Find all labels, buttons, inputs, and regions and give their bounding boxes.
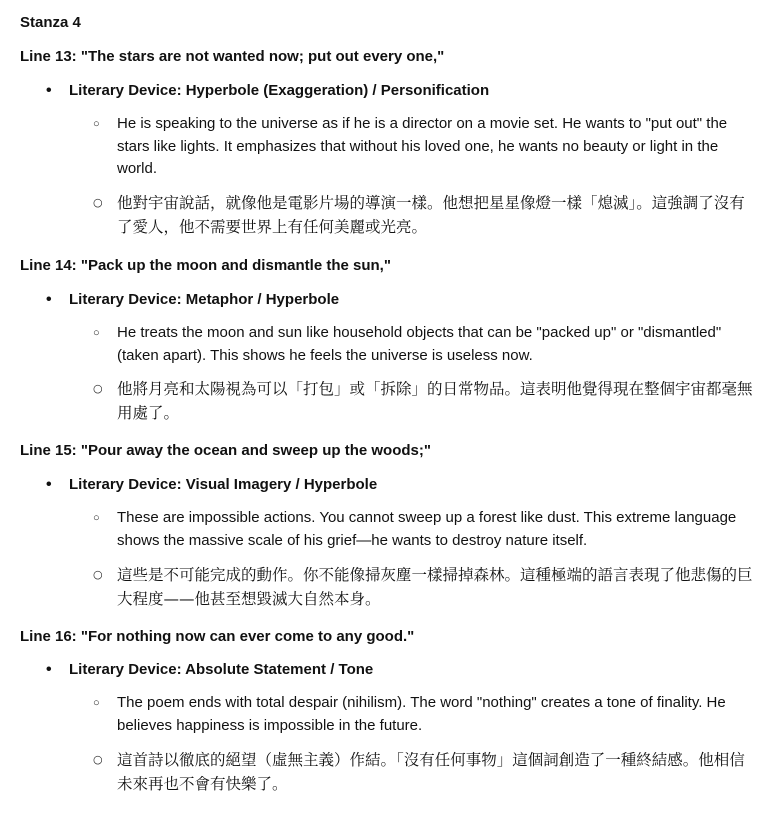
device-label: Literary Device: Hyperbole (Exaggeration) / Personification <box>69 82 490 99</box>
line-15-device <box>46 475 377 495</box>
line-13-device <box>46 81 489 101</box>
line-15-heading: Line 15: "Pour away the ocean and sweep up the woods;" <box>20 442 431 459</box>
line-14-device <box>46 290 339 310</box>
line-14-heading: Line 14: "Pack up the moon and dismantle the sun," <box>20 257 391 274</box>
line-16-english-note <box>93 692 758 737</box>
english-note-text: He is speaking to the universe as if he is a director on a movie set. He wants to "put out" the stars like lights. It emphasizes that without his loved one, he wants no beauty or light in the world. <box>117 115 728 177</box>
chinese-note-text: 他對宇宙說話，就像他是電影片場的導演一樣。他想把星星像燈一樣「熄滅」。這強調了沒有了愛人，他不需要世界上有任何美麗或光亮。 <box>117 194 745 236</box>
line-16-chinese-note <box>93 749 758 796</box>
circle-bullet-icon: ○ <box>93 382 103 395</box>
line-13-heading: Line 13: "The stars are not wanted now; put out every one," <box>20 48 445 65</box>
circle-bullet-icon: ○ <box>93 568 103 581</box>
line-15-chinese-note <box>93 564 758 611</box>
circle-bullet-icon: ○ <box>93 118 100 130</box>
device-label: Literary Device: Visual Imagery / Hyperbole <box>69 476 378 493</box>
stanza-heading: Stanza 4 <box>20 14 81 31</box>
line-13-chinese-note <box>93 192 758 239</box>
circle-bullet-icon: ○ <box>93 327 100 339</box>
device-label: Literary Device: Absolute Statement / Tone <box>69 661 374 678</box>
line-14-chinese-note <box>93 378 758 425</box>
device-label: Literary Device: Metaphor / Hyperbole <box>69 291 340 308</box>
line-16-heading: Line 16: "For nothing now can ever come to any good." <box>20 628 415 645</box>
disc-bullet-icon: • <box>46 82 52 99</box>
disc-bullet-icon: • <box>46 661 52 678</box>
circle-bullet-icon: ○ <box>93 753 103 766</box>
disc-bullet-icon: • <box>46 291 52 308</box>
circle-bullet-icon: ○ <box>93 697 100 709</box>
line-13-english-note <box>93 113 758 181</box>
circle-bullet-icon: ○ <box>93 196 103 209</box>
circle-bullet-icon: ○ <box>93 512 100 524</box>
chinese-note-text: 這首詩以徹底的絕望（虛無主義）作結。「沒有任何事物」這個詞創造了一種終結感。他相信未來再也不會有快樂了。 <box>117 751 745 793</box>
line-16-device <box>46 660 373 680</box>
line-15-english-note <box>93 507 758 552</box>
english-note-text: He treats the moon and sun like household objects that can be "packed up" or "dismantled" (taken apart). This shows he feels the universe is useless now. <box>117 324 722 364</box>
english-note-text: The poem ends with total despair (nihilism). The word "nothing" creates a tone of finality. He believes happiness is impossible in the future. <box>117 694 726 734</box>
english-note-text: These are impossible actions. You cannot sweep up a forest like dust. This extreme language shows the massive scale of his grief—he wants to destroy nature itself. <box>117 509 737 549</box>
disc-bullet-icon: • <box>46 476 52 493</box>
line-14-english-note <box>93 322 758 367</box>
chinese-note-text: 他將月亮和太陽視為可以「打包」或「拆除」的日常物品。這表明他覺得現在整個宇宙都毫無用處了。 <box>117 380 753 422</box>
chinese-note-text: 這些是不可能完成的動作。你不能像掃灰塵一樣掃掉森林。這種極端的語言表現了他悲傷的巨大程度——他甚至想毀滅大自然本身。 <box>117 566 753 608</box>
